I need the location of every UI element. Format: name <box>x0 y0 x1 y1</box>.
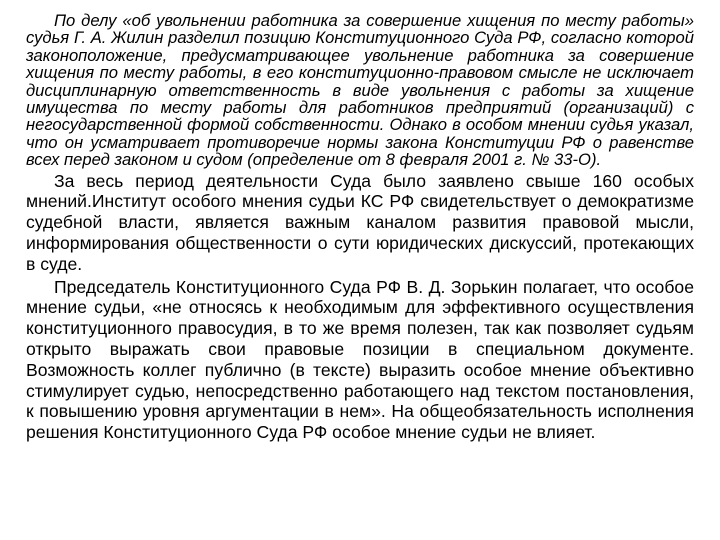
paragraph-zorkin-view: Председатель Конституционного Суда РФ В. Д. Зорькин полагает, что особое мнение судьи, «не относясь к необходимым для эффективного осуществления конституционного правосудия, в то же время полезен, так как позволяет судьям открыто выражать свои правовые позиции в специальном документе. Возможность коллег публично (в тексте) выразить особое мнение объективно стимулирует судью, непосредственно работающего над текстом постановления, к повышению уровня аргументации в нем». На общеобязательность исполнения решения Конституционного Суда РФ особое мнение судьи не влияет. <box>26 276 694 443</box>
paragraph-dissent-count: За весь период деятельности Суда было заявлено свыше 160 особых мнений.Институт особого мнения судьи КС РФ свидетельствует о демократизме судебной власти, является важным каналом развития правовой мысли, информирования общественности о сути юридических дискуссий, протекающих в суде. <box>26 170 694 274</box>
text-body <box>26 12 694 443</box>
paragraph-zhilin-opinion: По делу «об увольнении работника за совершение хищения по месту работы» судья Г. А. Жилин разделил позицию Конституционного Суда РФ, согласно которой законоположение, предусматривающее увольнение работника за совершение хищения по месту работы, в его конституционно-правовом смысле не исключает дисциплинарную ответственность в виде увольнения с работы за хищение имущества по месту работы для работников предприятий (организаций) с негосударственной формой собственности. Однако в особом мнении судья указал, что он усматривает противоречие нормы закона Конституции РФ о равенстве всех перед законом и судом (определение от 8 февраля 2001 г. № 33-О). <box>26 11 694 170</box>
